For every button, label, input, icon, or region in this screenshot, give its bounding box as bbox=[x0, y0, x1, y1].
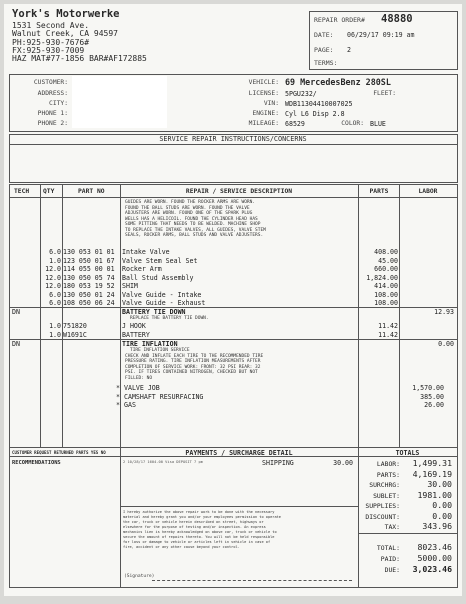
total-surcharge-value: 30.00 bbox=[427, 479, 452, 489]
divider bbox=[9, 339, 457, 340]
totals-title: TOTALS bbox=[395, 449, 420, 457]
intro-line: SEALS, ROCKER ARMS, BALL STUDS AND VALVE ADJUSTERS. bbox=[125, 233, 264, 238]
row-qty: 1.0 bbox=[49, 256, 61, 265]
total-tax-value: 343.96 bbox=[422, 521, 452, 531]
row-parts-amount: 108.00 bbox=[374, 299, 398, 307]
shop-city-line: Walnut Creek, CA 94597 bbox=[12, 29, 118, 38]
row-part-no: W1691C bbox=[63, 330, 87, 339]
row-part-no: 123 050 01 67 bbox=[63, 256, 115, 265]
total-tax-label: TAX: bbox=[384, 523, 400, 531]
col-tech: TECH bbox=[14, 188, 30, 195]
sublet-description: CAMSHAFT RESURFACING bbox=[124, 392, 204, 401]
battery-title: BATTERY TIE DOWN bbox=[122, 308, 186, 316]
row-parts-amount: 414.00 bbox=[374, 282, 398, 290]
divider bbox=[9, 144, 457, 145]
row-part-no: 130 050 05 74 bbox=[63, 273, 115, 282]
battery-note: REPLACE THE BATTERY TIE DOWN. bbox=[130, 316, 209, 321]
repair-order-document bbox=[4, 4, 462, 596]
vehicle-label: VEHICLE: bbox=[248, 79, 279, 86]
due-value: 3,023.46 bbox=[412, 564, 452, 574]
paid-label: PAID: bbox=[380, 555, 400, 563]
redacted-customer-info bbox=[72, 76, 167, 128]
sublet-amount: 26.00 bbox=[424, 401, 444, 409]
total-parts-label: PARTS: bbox=[376, 470, 400, 479]
sublet-bullet: * bbox=[116, 401, 120, 409]
authorization-line: material and hereby grant you and/or your employees permission to operate bbox=[123, 515, 281, 519]
row-description: Rocker Arm bbox=[122, 265, 162, 273]
mileage-value: 68529 bbox=[285, 120, 305, 128]
authorization-line: the car, truck or vehicle herein described on street, highways or bbox=[123, 520, 264, 524]
returned-parts-label: CUSTOMER REQUEST RETURNED PARTS YES NO bbox=[12, 450, 106, 455]
paid-value: 5000.00 bbox=[417, 553, 452, 563]
color-label: COLOR: bbox=[341, 120, 364, 127]
authorization-line: elsewhere for the purpose of testing and/or inspection. An express bbox=[123, 525, 266, 529]
divider bbox=[9, 197, 457, 198]
row-parts-amount: 660.00 bbox=[374, 265, 398, 273]
row-parts-amount: 1,824.00 bbox=[366, 273, 398, 282]
vin-value: WDB11304410007025 bbox=[285, 100, 353, 108]
row-description: BATTERY bbox=[122, 330, 150, 339]
divider bbox=[40, 184, 41, 447]
total-discount-label: DISCOUNT: bbox=[365, 512, 400, 521]
row-parts-amount: 108.00 bbox=[374, 290, 398, 299]
row-qty: 12.0 bbox=[45, 282, 61, 290]
row-qty: 6.0 bbox=[49, 248, 61, 256]
total-surcharge-label: SURCHRG: bbox=[369, 481, 400, 489]
row-part-no: 114 055 00 01 bbox=[63, 265, 115, 273]
license-label: LICENSE: bbox=[248, 90, 279, 97]
col-description: REPAIR / SERVICE DESCRIPTION bbox=[185, 188, 293, 195]
sublet-amount: 1,570.00 bbox=[412, 384, 444, 392]
recommendations-label: RECOMMENDATIONS bbox=[12, 460, 61, 466]
total-labor-value: 1,499.31 bbox=[412, 458, 452, 468]
row-qty: 6.0 bbox=[49, 299, 61, 307]
row-description: Ball Stud Assembly bbox=[122, 273, 194, 282]
shop-address-line: 1531 Second Ave. bbox=[12, 21, 90, 30]
tire-note-line: PSI. IF TIRES CONTAINED NITROGEN, CHECKED BUT NOT bbox=[125, 370, 258, 375]
row-description: Valve Guide - Intake bbox=[122, 290, 202, 299]
repair-order-label: REPAIR ORDER# bbox=[314, 16, 365, 24]
battery-tech: DN bbox=[12, 308, 20, 316]
row-qty: 1.0 bbox=[49, 322, 61, 330]
col-parts: PARTS bbox=[369, 188, 389, 195]
tire-note-line: CHECK AND INFLATE EACH TIRE TO THE RECOMMENDED TIRE bbox=[125, 353, 264, 359]
shop-phone-line: PH:925-930-7676# bbox=[12, 38, 90, 47]
grand-total-value: 8023.46 bbox=[417, 542, 452, 552]
total-discount-value: 0.00 bbox=[432, 510, 452, 521]
service-instructions-title: SERVICE REPAIR INSTRUCTIONS/CONCERNS bbox=[159, 135, 307, 143]
row-qty: 1.0 bbox=[49, 330, 61, 339]
shipping-label: SHIPPING bbox=[262, 459, 294, 467]
total-sublet-value: 1981.00 bbox=[417, 489, 452, 500]
license-value: 5PGU232/ bbox=[285, 90, 317, 98]
divider bbox=[120, 184, 121, 447]
phone2-label: PHONE 2: bbox=[37, 120, 68, 127]
row-description: Valve Stem Seal Set bbox=[122, 256, 198, 265]
vehicle-value: 69 MercedesBenz 280SL bbox=[285, 77, 391, 87]
intro-line: FOUND THE BALL STUDS ARE WORN. FOUND THE VALVE bbox=[125, 205, 250, 211]
row-parts-amount: 11.42 bbox=[378, 330, 398, 339]
authorization-line: fire, accident or any other cause beyond your control. bbox=[123, 545, 240, 549]
authorization-line: secure the amount of repairs thereto. You will not be held responsible bbox=[123, 535, 275, 539]
vin-label: VIN: bbox=[263, 100, 279, 107]
sublet-description: VALVE JOB bbox=[124, 384, 160, 392]
authorization-line: I hereby authorize the above repair work to be done with the necessary bbox=[123, 510, 275, 514]
total-supplies-value: 0.00 bbox=[432, 500, 452, 510]
shipping-amount: 30.00 bbox=[333, 459, 353, 467]
col-labor: LABOR bbox=[418, 188, 438, 195]
page-number: 2 bbox=[347, 46, 351, 54]
row-parts-amount: 11.42 bbox=[378, 322, 398, 330]
terms-label: TERMS: bbox=[314, 59, 338, 67]
total-supplies-label: SUPPLIES: bbox=[365, 502, 400, 510]
tire-note-line: PRESSURE RATING. TIRE INFLATION MEASUREMENTS AFTER bbox=[125, 359, 261, 364]
row-parts-amount: 45.00 bbox=[378, 256, 398, 265]
row-parts-amount: 408.00 bbox=[374, 248, 398, 256]
grand-total-label: TOTAL: bbox=[376, 544, 400, 552]
divider bbox=[9, 307, 457, 308]
engine-label: ENGINE: bbox=[252, 110, 279, 117]
divider bbox=[358, 447, 359, 587]
divider bbox=[120, 506, 358, 507]
shop-license-line: HAZ MAT#77-1856 BAR#AF172885 bbox=[12, 54, 147, 63]
row-part-no: 180 053 19 52 bbox=[63, 282, 115, 290]
row-qty: 12.0 bbox=[45, 265, 61, 273]
date-label: DATE: bbox=[314, 31, 334, 39]
intro-line: TO REPLACE THE INTAKE VALVES, ALL GUIDES, VALVE STEM bbox=[125, 227, 266, 233]
tire-note-line: COMPLETION OF SERVICE WORK: FRONT: 32 PSI REAR: 32 bbox=[125, 364, 261, 370]
order-date: 06/29/17 09:19 am bbox=[347, 31, 415, 39]
signature-label: (Signature) bbox=[124, 574, 155, 579]
intro-line: SOME PITTING THAT NEEDS TO BE WELDED. MACHINE SHOP bbox=[125, 222, 261, 227]
sublet-bullet: * bbox=[116, 392, 120, 401]
due-label: DUE: bbox=[384, 566, 400, 574]
intro-line: GUIDES ARE WORN. FOUND THE ROCKER ARMS ARE WORN. bbox=[125, 200, 256, 205]
col-part-no: PART NO bbox=[78, 188, 105, 195]
divider bbox=[120, 447, 121, 587]
row-description: Intake Valve bbox=[122, 248, 170, 256]
shop-fax-line: FX:925-930-7009 bbox=[12, 46, 85, 55]
color-value: BLUE bbox=[370, 120, 386, 128]
divider bbox=[358, 533, 457, 534]
address-label: ADDRESS: bbox=[37, 90, 68, 97]
shop-name: York's Motorwerke bbox=[12, 8, 120, 20]
repair-order-number: 48880 bbox=[381, 13, 413, 25]
payment-entry: 2 10/28/17 1604.00 Visa DEPOSIT 7 pm bbox=[123, 460, 203, 464]
row-description: J HOOK bbox=[122, 322, 146, 330]
row-qty: 6.0 bbox=[49, 290, 61, 299]
divider bbox=[358, 184, 359, 447]
fleet-label: FLEET: bbox=[373, 90, 396, 97]
row-description: SHIM bbox=[122, 282, 138, 290]
total-sublet-label: SUBLET: bbox=[373, 491, 400, 500]
tire-labor: 0.00 bbox=[438, 340, 454, 348]
tire-note-line: FILLED: NO bbox=[125, 375, 153, 381]
intro-line: ADJUSTERS ARE WORN. FOUND ONE OF THE SPARK PLUG bbox=[125, 211, 253, 216]
tire-title: TIRE INFLATION bbox=[122, 340, 178, 348]
total-labor-label: LABOR: bbox=[376, 460, 400, 468]
row-part-no: 130 050 01 24 bbox=[63, 290, 115, 299]
customer-label: CUSTOMER: bbox=[33, 79, 68, 86]
page-label: PAGE: bbox=[314, 46, 334, 54]
sublet-description: GAS bbox=[124, 401, 136, 409]
tire-note-line: TIRE INFLATION SERVICE bbox=[130, 348, 190, 353]
mileage-label: MILEAGE: bbox=[248, 120, 279, 127]
sublet-bullet: * bbox=[116, 384, 120, 392]
row-qty: 12.0 bbox=[45, 273, 61, 282]
city-label: CITY: bbox=[49, 100, 68, 107]
battery-labor: 12.93 bbox=[434, 308, 454, 316]
divider bbox=[62, 184, 63, 447]
intro-line: WELLS HAS A HELICOIL. FOUND THE CYLINDER HEAD HAS bbox=[125, 216, 258, 222]
payments-title: PAYMENTS / SURCHARGE DETAIL bbox=[185, 449, 293, 457]
phone1-label: PHONE 1: bbox=[37, 110, 68, 117]
row-part-no: 751820 bbox=[63, 322, 87, 330]
sublet-amount: 385.00 bbox=[420, 392, 444, 401]
engine-value: Cyl L6 Disp 2.8 bbox=[285, 110, 345, 118]
authorization-line: for loss or damage to vehicle or articles left in vehicle in case of bbox=[123, 540, 271, 544]
row-part-no: 130 053 01 01 bbox=[63, 248, 115, 256]
row-part-no: 108 050 06 24 bbox=[63, 299, 115, 307]
col-qty: QTY bbox=[43, 188, 55, 195]
row-description: Valve Guide - Exhaust bbox=[122, 299, 206, 307]
authorization-line: mechanics lien is hereby acknowledged on above car, truck or vehicle to bbox=[123, 530, 277, 534]
total-parts-value: 4,169.19 bbox=[412, 468, 452, 479]
tire-tech: DN bbox=[12, 340, 20, 348]
signature-line[interactable] bbox=[152, 580, 352, 581]
